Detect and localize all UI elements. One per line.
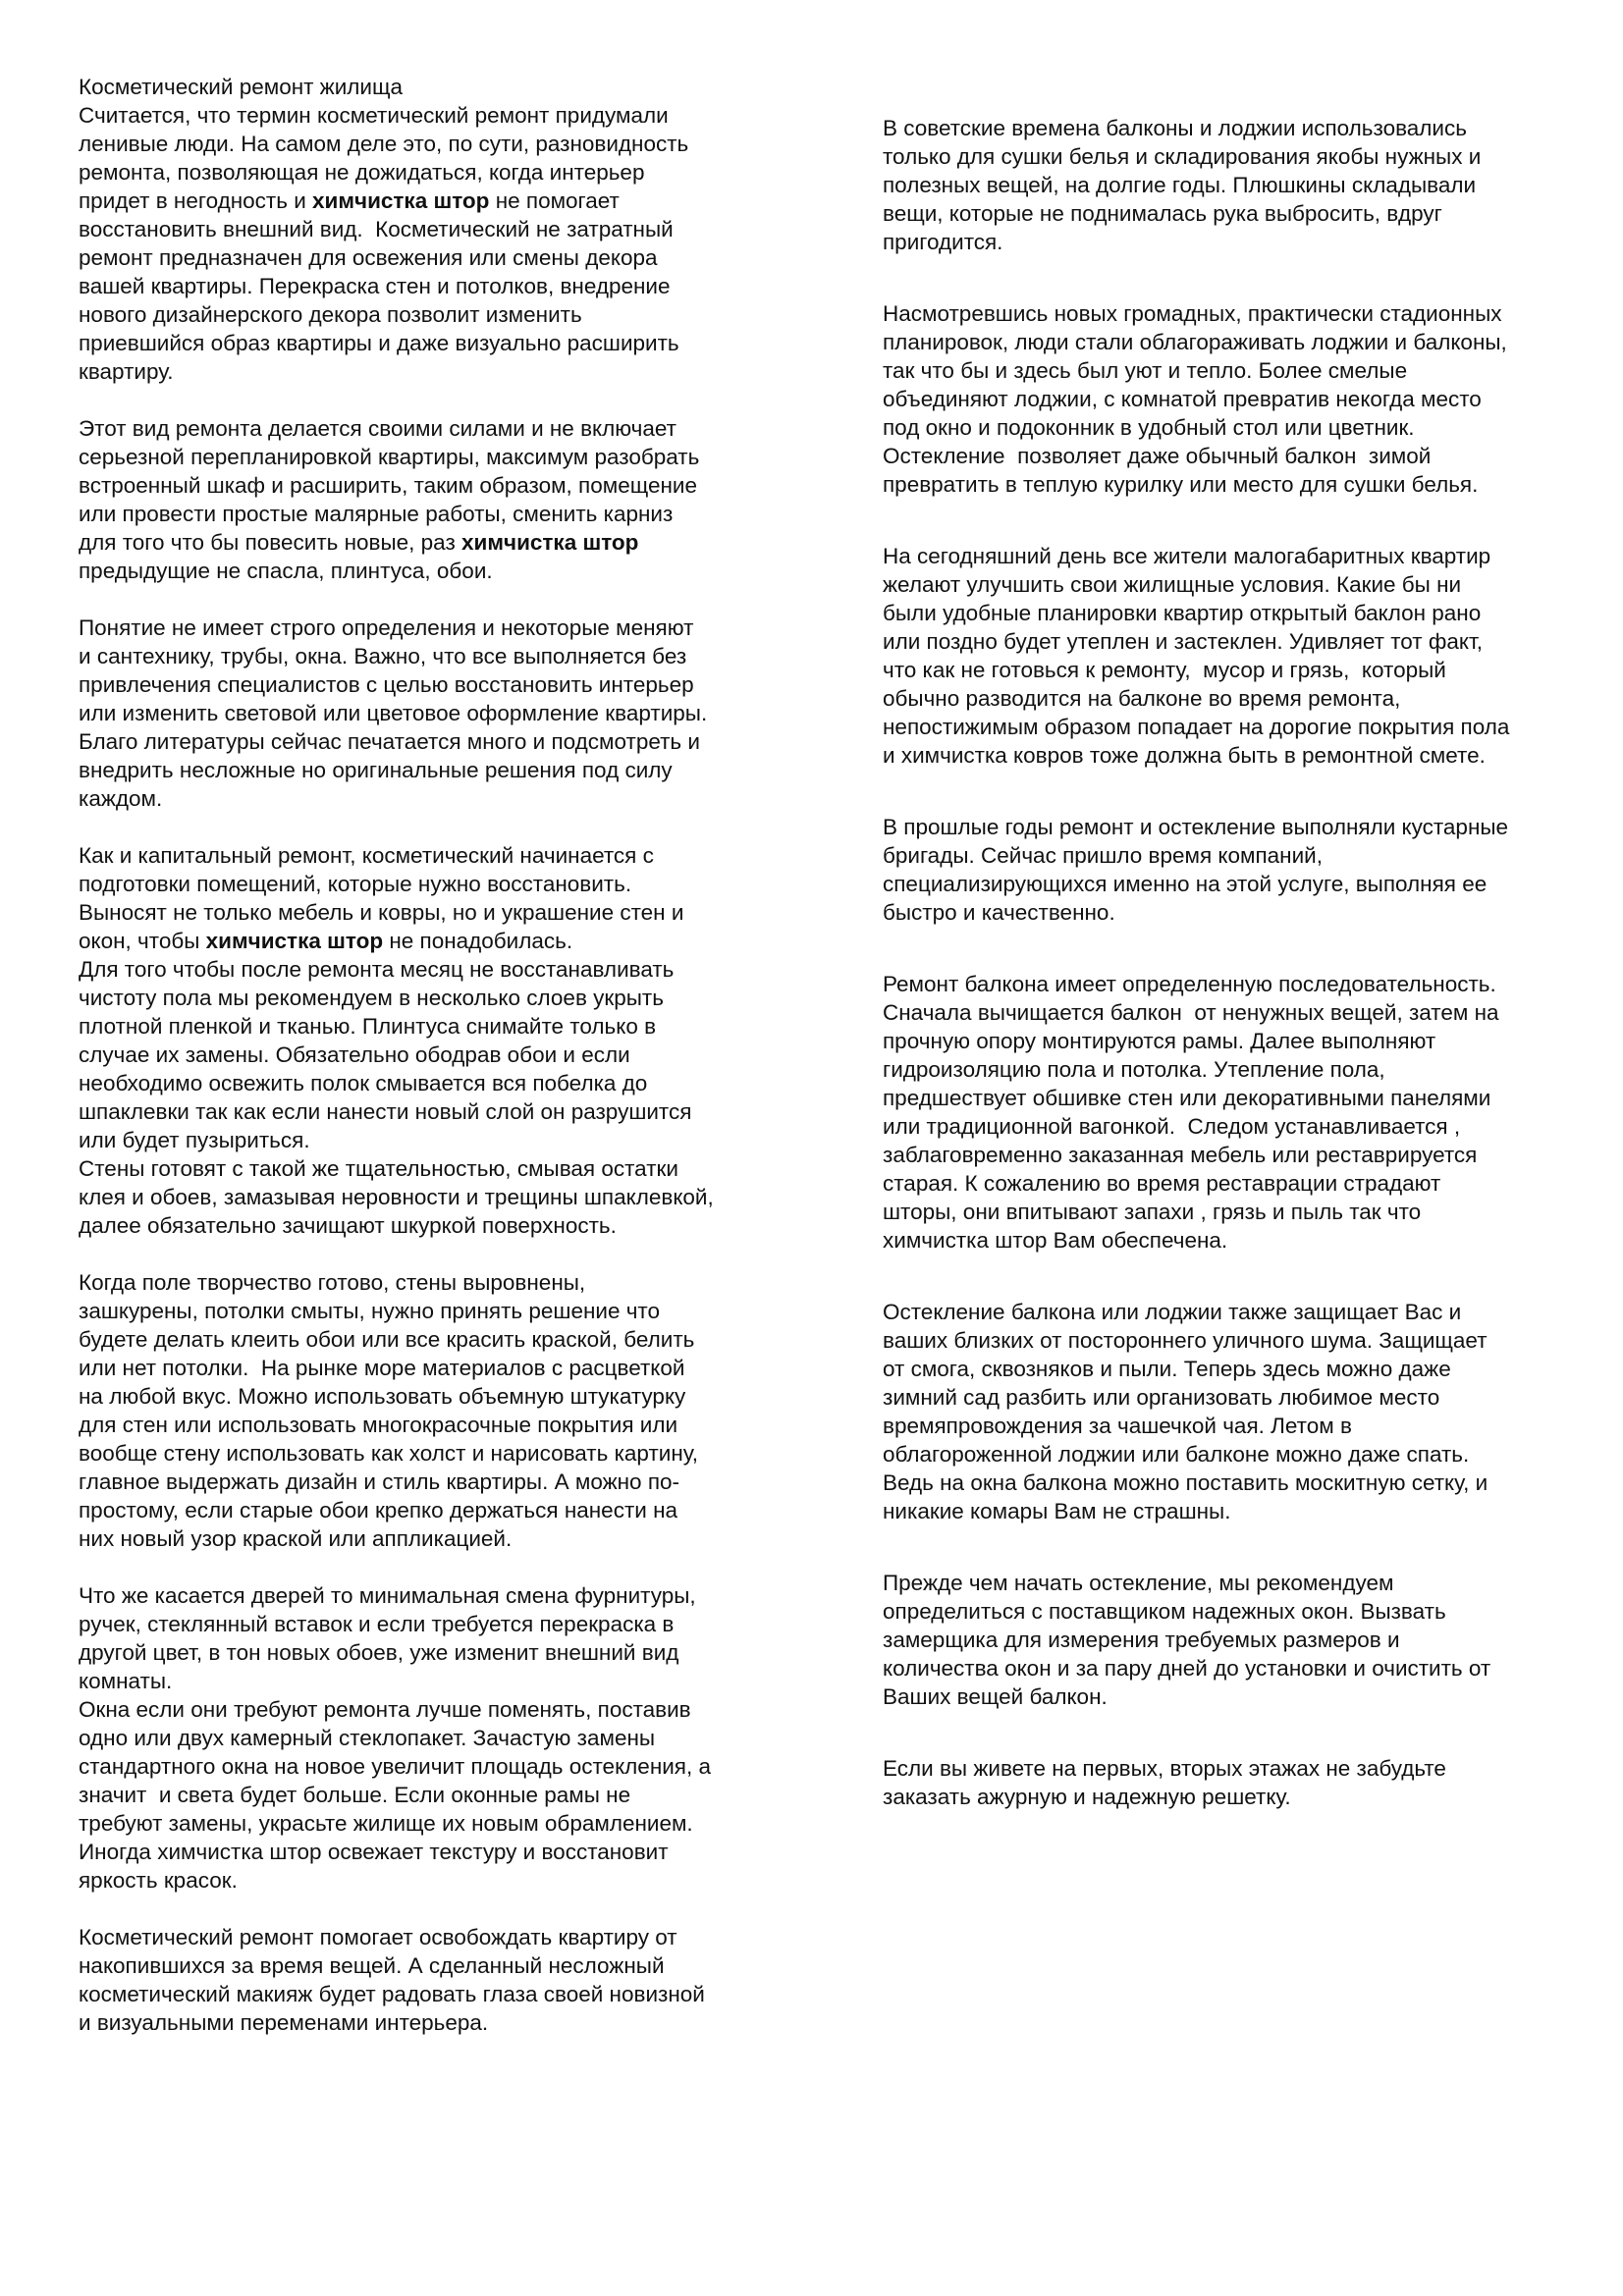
- text-line: Когда поле творчество готово, стены выровнены,: [79, 1270, 586, 1295]
- text-line: или изменить световой или цветовое оформление квартиры.: [79, 701, 708, 725]
- paragraph: [883, 299, 1590, 499]
- text-line: ленивые люди. На самом деле это, по сути, разновидность: [79, 132, 689, 156]
- text-line: вашей квартиры. Перекраска стен и потолков, внедрение: [79, 274, 671, 298]
- left-column: [79, 73, 805, 2037]
- text-segment: окон, чтобы: [79, 929, 206, 953]
- text-line: старая. К сожалению во время реставрации страдают: [883, 1171, 1441, 1196]
- text-line: бригады. Сейчас пришло время компаний,: [883, 843, 1324, 868]
- text-line: на любой вкус. Можно использовать объемную штукатурку: [79, 1384, 686, 1409]
- text-line: Что же касается дверей то минимальная смена фурнитуры,: [79, 1583, 696, 1608]
- text-line: пригодится.: [883, 230, 1003, 254]
- text-line: чистоту пола мы рекомендуем в несколько слоев укрыть: [79, 986, 664, 1010]
- text-line: что как не готовься к ремонту, мусор и грязь, который: [883, 658, 1446, 682]
- paragraph-spacer: [883, 770, 1590, 813]
- text-line: или нет потолки. На рынке море материалов с расцветкой: [79, 1356, 685, 1380]
- text-line: шторы, они впитывают запахи , грязь и пыль так что: [883, 1200, 1422, 1224]
- text-line: Выносят не только мебель и ковры, но и украшение стен и: [79, 900, 684, 925]
- text-line: химчистка штор Вам обеспечена.: [883, 1228, 1228, 1253]
- text-line: внедрить несложные но оригинальные решения под силу: [79, 758, 673, 782]
- paragraph: [883, 1754, 1590, 1811]
- text-line: быстро и качественно.: [883, 900, 1115, 925]
- paragraph: [883, 542, 1590, 770]
- paragraph-spacer: [883, 927, 1590, 970]
- text-line: серьезной перепланировкой квартиры, максимум разобрать: [79, 445, 700, 469]
- text-line: количества окон и за пару дней до установки и очистить от: [883, 1656, 1491, 1681]
- text-line: времяпровождения за чашечкой чая. Летом в: [883, 1414, 1352, 1438]
- text-line: клея и обоев, замазывая неровности и трещины шпаклевкой,: [79, 1185, 714, 1209]
- text-line: так что бы и здесь был уют и тепло. Более смелые: [883, 358, 1408, 383]
- text-line: зимний сад разбить или организовать любимое место: [883, 1385, 1440, 1410]
- text-line: ремонт предназначен для освежения или смены декора: [79, 245, 658, 270]
- text-line: подготовки помещений, которые нужно восстановить.: [79, 872, 632, 896]
- text-line: гидроизоляцию пола и потолка. Утепление пола,: [883, 1057, 1385, 1082]
- text-line: простому, если старые обои крепко держаться нанести на: [79, 1498, 678, 1522]
- text-line: приевшийся образ квартиры и даже визуально расширить: [79, 331, 679, 355]
- text-line: Остекление балкона или лоджии также защищает Вас и: [883, 1300, 1462, 1324]
- right-column: [883, 114, 1590, 1811]
- text-line: квартиру.: [79, 359, 174, 384]
- text-line: значит и света будет больше. Если оконные рамы не: [79, 1783, 631, 1807]
- paragraph-spacer: [79, 585, 805, 614]
- text-line: требуют замены, украсьте жилище их новым обрамлением.: [79, 1811, 693, 1836]
- paragraph: [79, 614, 805, 813]
- text-line: встроенный шкаф и расширить, таким образом, помещение: [79, 473, 698, 498]
- paragraph: [883, 1569, 1590, 1711]
- text-line: непостижимым образом попадает на дорогие покрытия пола: [883, 715, 1510, 739]
- paragraph-spacer: [79, 1553, 805, 1581]
- text-line: определиться с поставщиком надежных окон. Вызвать: [883, 1599, 1446, 1624]
- paragraph-spacer: [883, 256, 1590, 299]
- keyword-bold: химчистка штор: [312, 188, 490, 213]
- text-line: Считается, что термин косметический ремонт придумали: [79, 103, 669, 128]
- text-line: далее обязательно зачищают шкуркой поверхность.: [79, 1213, 617, 1238]
- text-line: каждом.: [79, 786, 163, 811]
- text-line: Ваших вещей балкон.: [883, 1684, 1108, 1709]
- text-line: и сантехнику, трубы, окна. Важно, что все выполняется без: [79, 644, 687, 668]
- paragraph: [79, 1268, 805, 1553]
- text-line: были удобные планировки квартир открытый баклон рано: [883, 601, 1482, 625]
- text-line: них новый узор краской или аппликацией.: [79, 1526, 513, 1551]
- text-line: необходимо освежить полок смывается вся побелка до: [79, 1071, 648, 1095]
- document-title: Косметический ремонт жилища: [79, 75, 404, 99]
- text-line: и химчистка ковров тоже должна быть в ремонтной смете.: [883, 743, 1486, 768]
- text-segment: не понадобилась.: [383, 929, 573, 953]
- text-line: замерщика для измерения требуемых размеров и: [883, 1628, 1400, 1652]
- text-line-with-keyword: [79, 187, 805, 215]
- text-line: привлечения специалистов с целью восстановить интерьер: [79, 672, 694, 697]
- paragraph: [79, 1923, 805, 2037]
- paragraph-spacer: [883, 1255, 1590, 1298]
- paragraph-spacer: [79, 1895, 805, 1923]
- text-line: заблаговременно заказанная мебель или реставрируется: [883, 1143, 1478, 1167]
- text-line: На сегодняшний день все жители малогабаритных квартир: [883, 544, 1491, 568]
- paragraph: [883, 114, 1590, 256]
- text-line: облагороженной лоджии или балконе можно даже спать.: [883, 1442, 1470, 1467]
- paragraph-spacer: [883, 1525, 1590, 1569]
- text-line: стандартного окна на новое увеличит площадь остекления, а: [79, 1754, 712, 1779]
- text-line: или будет пузыриться.: [79, 1128, 310, 1152]
- text-line: Если вы живете на первых, вторых этажах не забудьте: [883, 1756, 1446, 1781]
- text-line: только для сушки белья и складирования якобы нужных и: [883, 144, 1482, 169]
- text-line: комнаты.: [79, 1669, 173, 1693]
- paragraph-spacer: [79, 1240, 805, 1268]
- text-line: Прежде чем начать остекление, мы рекомендуем: [883, 1571, 1394, 1595]
- text-line: Ремонт балкона имеет определенную последовательность.: [883, 972, 1496, 996]
- text-line-with-keyword: [79, 528, 805, 557]
- text-line: Благо литературы сейчас печатается много и подсмотреть и: [79, 729, 700, 754]
- text-line: предшествует обшивке стен или декоративными панелями: [883, 1086, 1491, 1110]
- text-line: Насмотревшись новых громадных, практически стадионных: [883, 301, 1502, 326]
- text-line: Для того чтобы после ремонта месяц не восстанавливать: [79, 957, 675, 982]
- text-line: и визуальными переменами интерьера.: [79, 2010, 489, 2035]
- text-line: желают улучшить свои жилищные условия. Какие бы ни: [883, 572, 1462, 597]
- text-line: Ведь на окна балкона можно поставить москитную сетку, и: [883, 1470, 1488, 1495]
- intro-paragraph: [79, 73, 805, 386]
- text-line: предыдущие не спасла, плинтуса, обои.: [79, 559, 493, 583]
- text-line: главное выдержать дизайн и стиль квартиры. А можно по-: [79, 1469, 680, 1494]
- text-line: планировок, люди стали облагораживать лоджии и балконы,: [883, 330, 1507, 354]
- paragraph-spacer: [79, 813, 805, 841]
- text-line: Как и капитальный ремонт, косметический начинается с: [79, 843, 654, 868]
- paragraph: [883, 970, 1590, 1255]
- text-line: или традиционной вагонкой. Следом устанавливается ,: [883, 1114, 1461, 1139]
- text-line: Этот вид ремонта делается своими силами и не включает: [79, 416, 676, 441]
- text-line: Иногда химчистка штор освежает текстуру и восстановит: [79, 1840, 669, 1864]
- paragraph-spacer: [79, 386, 805, 414]
- text-line: Остекление позволяет даже обычный балкон зимой: [883, 444, 1432, 468]
- text-line: ручек, стеклянный вставок и если требуется перекраска в: [79, 1612, 675, 1636]
- text-line: В прошлые годы ремонт и остекление выполняли кустарные: [883, 815, 1509, 839]
- text-line: одно или двух камерный стеклопакет. Зачастую замены: [79, 1726, 656, 1750]
- text-line: заказать ажурную и надежную решетку.: [883, 1785, 1291, 1809]
- text-line: никакие комары Вам не страшны.: [883, 1499, 1231, 1523]
- paragraph-spacer: [883, 1711, 1590, 1754]
- text-line: восстановить внешний вид. Косметический не затратный: [79, 217, 674, 241]
- text-line: ремонта, позволяющая не дожидаться, когда интерьер: [79, 160, 645, 185]
- text-line: косметический макияж будет радовать глаза своей новизной: [79, 1982, 705, 2006]
- text-line: объединяют лоджии, с комнатой превратив некогда место: [883, 387, 1482, 411]
- text-line: В советские времена балконы и лоджии использовались: [883, 116, 1467, 140]
- text-line: Косметический ремонт помогает освобождать квартиру от: [79, 1925, 677, 1949]
- paragraph: [883, 813, 1590, 927]
- text-line: или провести простые малярные работы, сменить карниз: [79, 502, 674, 526]
- text-line: под окно и подоконник в удобный стол или цветник.: [883, 415, 1415, 440]
- text-line: нового дизайнерского декора позволит изменить: [79, 302, 582, 327]
- text-line: зашкурены, потолки смыты, нужно принять решение что: [79, 1299, 660, 1323]
- text-line: ваших близких от постороннего уличного шума. Защищает: [883, 1328, 1488, 1353]
- text-line: яркость красок.: [79, 1868, 238, 1893]
- text-line: или поздно будет утеплен и застеклен. Удивляет тот факт,: [883, 629, 1484, 654]
- text-line: Окна если они требуют ремонта лучше поменять, поставив: [79, 1697, 691, 1722]
- text-line: случае их замены. Обязательно ободрав обои и если: [79, 1042, 630, 1067]
- text-line: будете делать клеить обои или все красить краской, белить: [79, 1327, 695, 1352]
- text-line: полезных вещей, на долгие годы. Плюшкины складывали: [883, 173, 1477, 197]
- text-line: прочную опору монтируются рамы. Далее выполняют: [883, 1029, 1436, 1053]
- text-line: от смога, сквозняков и пыли. Теперь здесь можно даже: [883, 1357, 1451, 1381]
- text-line: специализирующихся именно на этой услуге, выполняя ее: [883, 872, 1488, 896]
- text-line: накопившихся за время вещей. А сделанный несложный: [79, 1953, 665, 1978]
- paragraph-spacer: [883, 499, 1590, 542]
- text-segment: для того что бы повесить новые, раз: [79, 530, 462, 555]
- keyword-bold: химчистка штор: [461, 530, 639, 555]
- text-line: Сначала вычищается балкон от ненужных вещей, затем на: [883, 1000, 1499, 1025]
- text-line: вообще стену использовать как холст и нарисовать картину,: [79, 1441, 698, 1466]
- keyword-bold: химчистка штор: [205, 929, 384, 953]
- text-segment: не помогает: [489, 188, 620, 213]
- paragraph: [883, 1298, 1590, 1525]
- text-line: плотной пленкой и тканью. Плинтуса снимайте только в: [79, 1014, 657, 1039]
- text-line: обычно разводится на балконе во время ремонта,: [883, 686, 1401, 711]
- text-line: Стены готовят с такой же тщательностью, смывая остатки: [79, 1156, 678, 1181]
- text-line: вещи, которые не поднималась рука выбросить, вдруг: [883, 201, 1442, 226]
- paragraph: [79, 1581, 805, 1895]
- text-line: другой цвет, в тон новых обоев, уже изменит внешний вид: [79, 1640, 679, 1665]
- text-line: Понятие не имеет строго определения и некоторые меняют: [79, 615, 694, 640]
- paragraph: [79, 841, 805, 1240]
- text-line: для стен или использовать многокрасочные покрытия или: [79, 1413, 678, 1437]
- text-segment: придет в негодность и: [79, 188, 313, 213]
- text-line: превратить в теплую курилку или место для сушки белья.: [883, 472, 1479, 497]
- paragraph: [79, 414, 805, 585]
- text-line: шпаклевки так как если нанести новый слой он разрушится: [79, 1099, 692, 1124]
- text-line-with-keyword: [79, 927, 805, 955]
